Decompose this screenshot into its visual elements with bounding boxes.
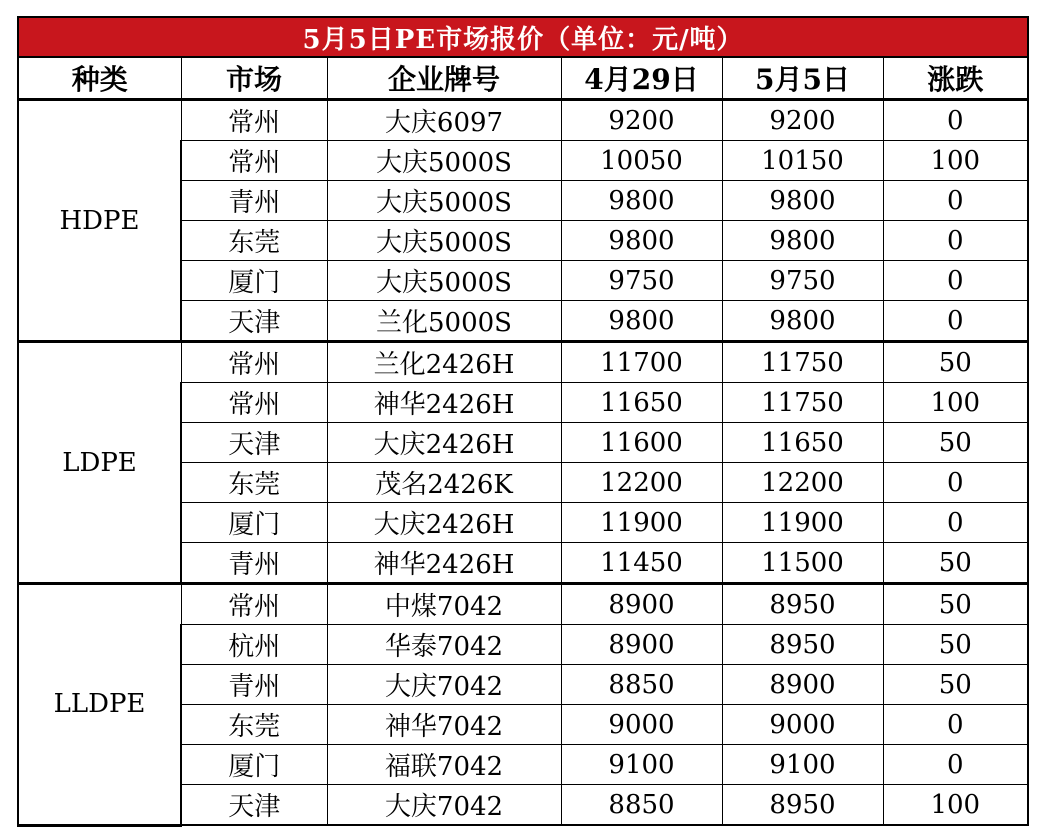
column-header-price-0505: 5月5日 xyxy=(722,57,883,100)
price-0429-cell: 8850 xyxy=(561,665,722,705)
change-cell: 100 xyxy=(883,785,1028,826)
market-cell: 东莞 xyxy=(181,463,327,503)
price-0429-cell: 8900 xyxy=(561,625,722,665)
price-0505-cell: 9200 xyxy=(722,100,883,141)
price-0429-cell: 9800 xyxy=(561,181,722,221)
market-cell: 常州 xyxy=(181,342,327,383)
price-0505-cell: 9000 xyxy=(722,705,883,745)
market-cell: 常州 xyxy=(181,383,327,423)
market-cell: 青州 xyxy=(181,181,327,221)
price-0429-cell: 9100 xyxy=(561,745,722,785)
change-cell: 0 xyxy=(883,503,1028,543)
price-0505-cell: 12200 xyxy=(722,463,883,503)
brand-cell: 大庆5000S xyxy=(327,141,561,181)
price-0429-cell: 8900 xyxy=(561,584,722,625)
change-cell: 0 xyxy=(883,301,1028,342)
brand-cell: 大庆5000S xyxy=(327,221,561,261)
category-cell: LLDPE xyxy=(18,584,181,826)
change-cell: 50 xyxy=(883,342,1028,383)
market-cell: 东莞 xyxy=(181,221,327,261)
price-0505-cell: 11500 xyxy=(722,543,883,584)
price-0429-cell: 9750 xyxy=(561,261,722,301)
column-header-price-0429: 4月29日 xyxy=(561,57,722,100)
price-0429-cell: 10050 xyxy=(561,141,722,181)
brand-cell: 兰化5000S xyxy=(327,301,561,342)
change-cell: 0 xyxy=(883,221,1028,261)
price-0429-cell: 9000 xyxy=(561,705,722,745)
price-0505-cell: 11650 xyxy=(722,423,883,463)
brand-cell: 大庆5000S xyxy=(327,261,561,301)
market-cell: 天津 xyxy=(181,785,327,826)
market-cell: 厦门 xyxy=(181,503,327,543)
brand-cell: 大庆7042 xyxy=(327,665,561,705)
column-header-market: 市场 xyxy=(181,57,327,100)
table-body xyxy=(18,100,1028,826)
change-cell: 50 xyxy=(883,543,1028,584)
price-0505-cell: 9750 xyxy=(722,261,883,301)
price-0429-cell: 9800 xyxy=(561,221,722,261)
price-0429-cell: 8850 xyxy=(561,785,722,826)
table-title: 5月5日PE市场报价（单位：元/吨） xyxy=(18,17,1028,57)
category-cell: LDPE xyxy=(18,342,181,584)
table-row xyxy=(18,100,1028,141)
change-cell: 50 xyxy=(883,665,1028,705)
brand-cell: 大庆2426H xyxy=(327,503,561,543)
market-cell: 常州 xyxy=(181,584,327,625)
price-0505-cell: 9800 xyxy=(722,301,883,342)
brand-cell: 兰化2426H xyxy=(327,342,561,383)
price-0429-cell: 11900 xyxy=(561,503,722,543)
brand-cell: 大庆7042 xyxy=(327,785,561,826)
price-0505-cell: 8950 xyxy=(722,625,883,665)
brand-cell: 中煤7042 xyxy=(327,584,561,625)
price-0505-cell: 8950 xyxy=(722,785,883,826)
change-cell: 0 xyxy=(883,463,1028,503)
price-0429-cell: 11600 xyxy=(561,423,722,463)
market-cell: 常州 xyxy=(181,141,327,181)
brand-cell: 神华2426H xyxy=(327,383,561,423)
price-0505-cell: 9100 xyxy=(722,745,883,785)
price-0429-cell: 11650 xyxy=(561,383,722,423)
brand-cell: 大庆2426H xyxy=(327,423,561,463)
column-header-brand: 企业牌号 xyxy=(327,57,561,100)
brand-cell: 大庆6097 xyxy=(327,100,561,141)
brand-cell: 茂名2426K xyxy=(327,463,561,503)
brand-cell: 神华2426H xyxy=(327,543,561,584)
price-0505-cell: 11750 xyxy=(722,342,883,383)
change-cell: 0 xyxy=(883,261,1028,301)
brand-cell: 神华7042 xyxy=(327,705,561,745)
market-cell: 天津 xyxy=(181,423,327,463)
market-cell: 青州 xyxy=(181,665,327,705)
price-0429-cell: 12200 xyxy=(561,463,722,503)
change-cell: 50 xyxy=(883,584,1028,625)
price-table xyxy=(17,16,1029,827)
price-0429-cell: 9200 xyxy=(561,100,722,141)
price-0429-cell: 9800 xyxy=(561,301,722,342)
change-cell: 0 xyxy=(883,705,1028,745)
brand-cell: 大庆5000S xyxy=(327,181,561,221)
header-row xyxy=(18,57,1028,100)
change-cell: 0 xyxy=(883,181,1028,221)
change-cell: 50 xyxy=(883,625,1028,665)
market-cell: 常州 xyxy=(181,100,327,141)
column-header-category: 种类 xyxy=(18,57,181,100)
market-cell: 东莞 xyxy=(181,705,327,745)
market-cell: 厦门 xyxy=(181,261,327,301)
table-row xyxy=(18,342,1028,383)
price-0429-cell: 11450 xyxy=(561,543,722,584)
change-cell: 0 xyxy=(883,100,1028,141)
price-0505-cell: 8950 xyxy=(722,584,883,625)
title-row xyxy=(18,17,1028,57)
price-0505-cell: 9800 xyxy=(722,181,883,221)
price-0505-cell: 8900 xyxy=(722,665,883,705)
market-cell: 厦门 xyxy=(181,745,327,785)
price-0429-cell: 11700 xyxy=(561,342,722,383)
brand-cell: 华泰7042 xyxy=(327,625,561,665)
market-cell: 杭州 xyxy=(181,625,327,665)
change-cell: 0 xyxy=(883,745,1028,785)
brand-cell: 福联7042 xyxy=(327,745,561,785)
change-cell: 100 xyxy=(883,141,1028,181)
change-cell: 50 xyxy=(883,423,1028,463)
table-row xyxy=(18,584,1028,625)
price-0505-cell: 11900 xyxy=(722,503,883,543)
market-cell: 天津 xyxy=(181,301,327,342)
market-cell: 青州 xyxy=(181,543,327,584)
category-cell: HDPE xyxy=(18,100,181,342)
change-cell: 100 xyxy=(883,383,1028,423)
column-header-change: 涨跌 xyxy=(883,57,1028,100)
price-0505-cell: 11750 xyxy=(722,383,883,423)
price-0505-cell: 9800 xyxy=(722,221,883,261)
price-0505-cell: 10150 xyxy=(722,141,883,181)
